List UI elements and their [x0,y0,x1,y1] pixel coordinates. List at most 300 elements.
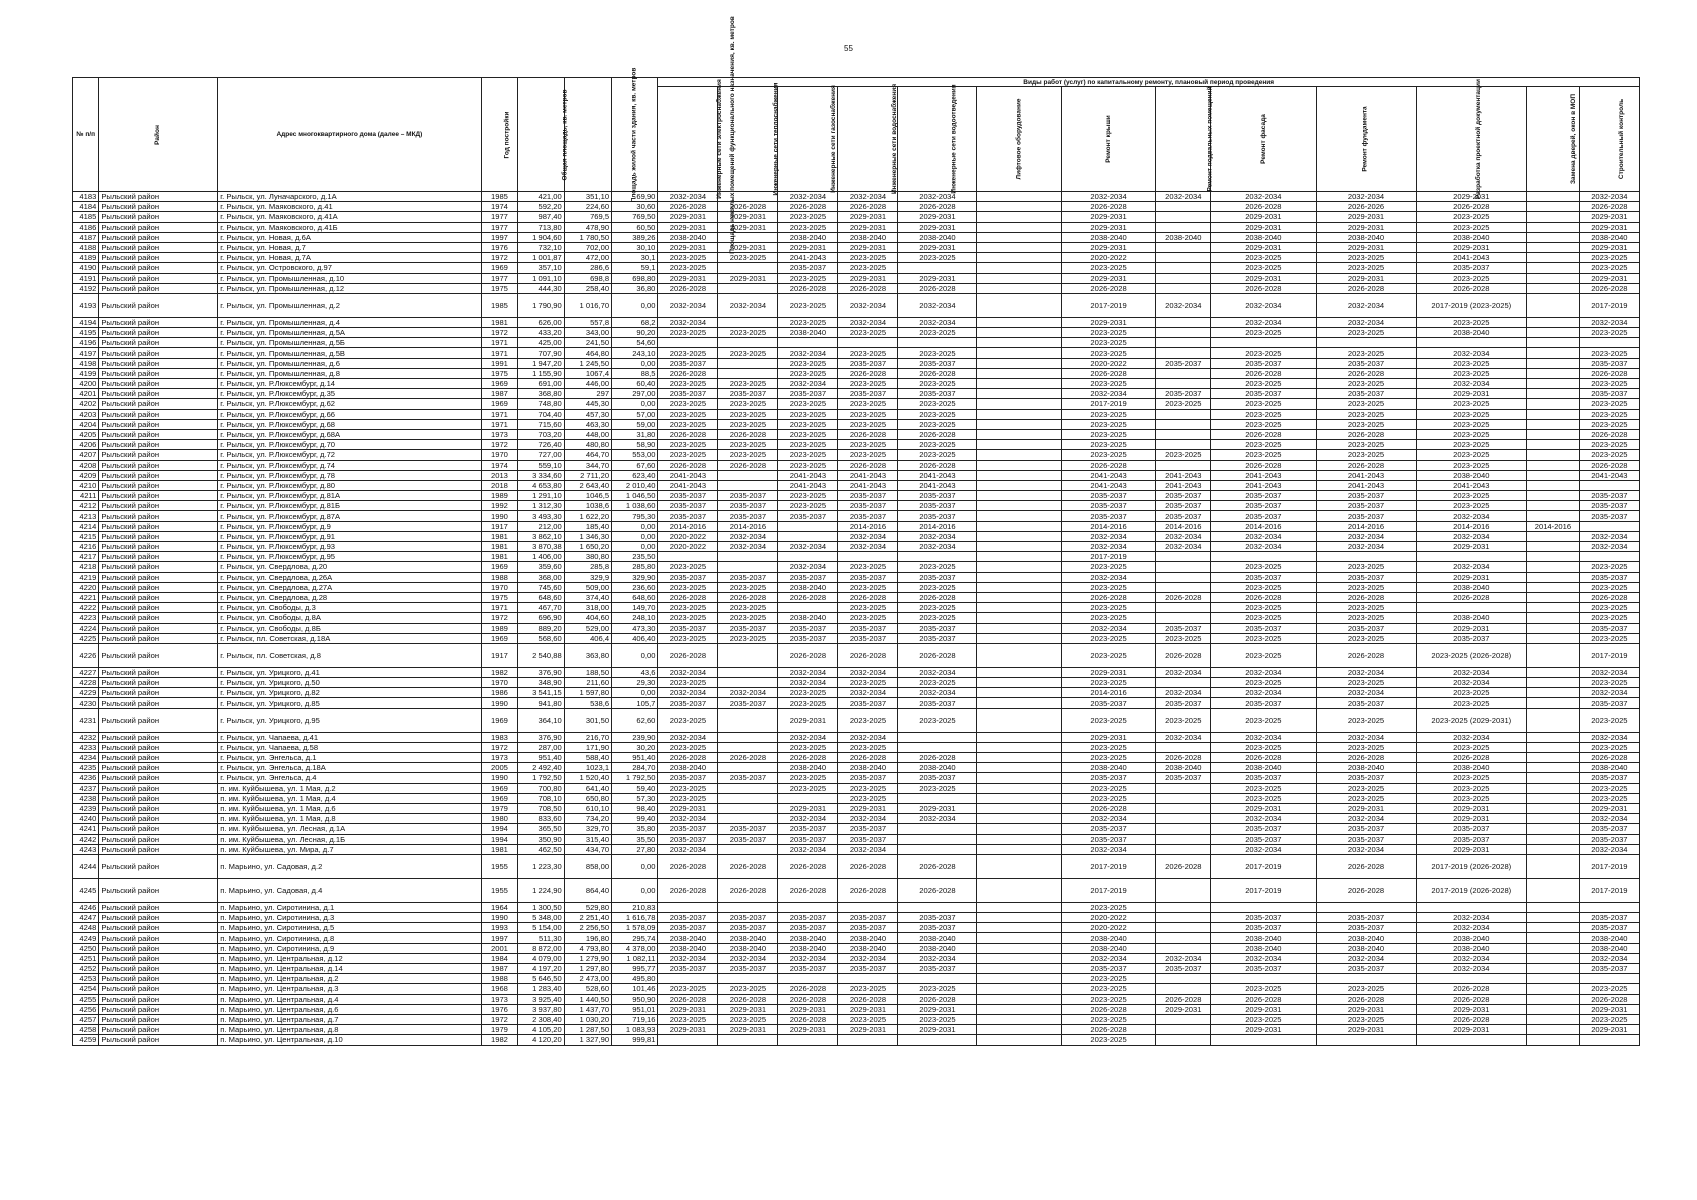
table-cell [718,338,778,348]
table-cell: 2032-2034 [1061,192,1156,202]
table-cell: 60,50 [612,222,658,232]
table-cell: 2035-2037 [838,491,898,501]
table-cell: 480,80 [564,440,611,450]
table-cell [1156,409,1211,419]
table-cell: 2029-2031 [1416,389,1527,399]
table-cell: 3 334,60 [518,470,564,480]
table-cell: 2026-2028 [778,1014,838,1024]
table-cell: Рыльский район [99,501,218,511]
table-cell: 2023-2025 [1579,603,1639,613]
table-cell: 2035-2037 [1061,834,1156,844]
table-cell: 2035-2037 [1316,698,1416,708]
table-cell [1527,974,1580,984]
table-cell: 1955 [481,854,518,878]
table-cell: 0,00 [612,878,658,902]
header-work-9: Ремонт фундамента [1316,87,1416,192]
table-cell [977,678,1061,688]
table-cell: 2032-2034 [1211,317,1316,327]
table-cell [977,763,1061,773]
table-cell [1527,1004,1580,1014]
table-cell: 2023-2025 [1061,348,1156,358]
table-cell: 1 083,93 [612,1025,658,1035]
table-cell: 2023-2025 [1416,460,1527,470]
table-cell: 2035-2037 [658,698,718,708]
table-cell: Рыльский район [99,688,218,698]
table-cell: 2032-2034 [898,542,977,552]
table-cell: 509,00 [564,582,611,592]
table-cell: г. Рыльск, пл. Советская, д.18А [218,633,481,643]
table-cell: 2038-2040 [1579,943,1639,953]
table-cell: 2023-2025 [1579,379,1639,389]
table-cell: 2032-2034 [778,562,838,572]
table-cell: 2035-2037 [778,263,838,273]
table-cell: 4208 [73,460,99,470]
table-cell: 4185 [73,212,99,222]
table-cell: 4231 [73,708,99,732]
table-cell: 2032-2034 [838,732,898,742]
table-cell: 2032-2034 [1156,542,1211,552]
table-cell: 295,74 [612,933,658,943]
table-cell: 2029-2031 [658,1025,718,1035]
table-cell: 2020-2022 [1061,913,1156,923]
table-cell: 2023-2025 [718,348,778,358]
table-cell: 2029-2031 [1416,1004,1527,1014]
table-cell: п. Марьино, ул. Центральная, д.12 [218,953,481,963]
table-cell: 2035-2037 [838,834,898,844]
table-cell: 99,40 [612,814,658,824]
table-cell: 2026-2028 [1211,460,1316,470]
table-cell: 2032-2034 [1579,953,1639,963]
table-cell: г. Рыльск, ул. Новая, д.6А [218,232,481,242]
table-cell: 2026-2028 [838,994,898,1004]
table-cell: 2026-2028 [838,368,898,378]
table-cell: 2032-2034 [1061,953,1156,963]
table-cell [1527,470,1580,480]
table-cell: г. Рыльск, ул. Новая, д.7 [218,242,481,252]
table-cell: Рыльский район [99,834,218,844]
table-cell: 2035-2037 [898,389,977,399]
table-cell: 4253 [73,974,99,984]
table-cell: 2038-2040 [778,943,838,953]
table-cell: г. Рыльск, ул. Р.Люксембург, д.74 [218,460,481,470]
table-cell: 2035-2037 [838,358,898,368]
table-cell [977,814,1061,824]
table-cell: 2041-2043 [1156,480,1211,490]
table-cell: 463,30 [564,419,611,429]
table-cell [977,698,1061,708]
table-cell: 2023-2025 [1416,399,1527,409]
table-cell [1156,348,1211,358]
table-cell: 2029-2031 [838,212,898,222]
table-cell: 2032-2034 [778,814,838,824]
table-cell [1156,742,1211,752]
table-cell: 2032-2034 [898,293,977,317]
table-row [73,984,1640,994]
table-cell: п. Марьино, ул. Садовая, д.2 [218,854,481,878]
table-cell: 4225 [73,633,99,643]
table-cell: 2020-2022 [658,542,718,552]
table-cell: 67,60 [612,460,658,470]
table-row [73,783,1640,793]
table-cell: 2035-2037 [898,491,977,501]
table-cell: 2035-2037 [1061,511,1156,521]
table-cell [1156,803,1211,813]
table-cell: п. Марьино, ул. Сиротинина, д.1 [218,902,481,912]
table-cell: 2035-2037 [838,389,898,399]
table-cell [1527,273,1580,283]
table-cell: 2035-2037 [778,834,838,844]
table-cell: 2032-2034 [1156,192,1211,202]
table-cell: 2038-2040 [1416,943,1527,953]
table-cell: 2029-2031 [1579,222,1639,232]
table-cell [718,480,778,490]
table-cell: Рыльский район [99,450,218,460]
table-cell [977,232,1061,242]
table-cell: 2023-2025 [658,450,718,460]
table-cell: 1993 [481,923,518,933]
table-cell: 2035-2037 [1579,824,1639,834]
table-cell [838,552,898,562]
table-cell: 2023-2025 [718,450,778,460]
table-cell [718,643,778,667]
table-cell: Рыльский район [99,793,218,803]
table-cell: 2032-2034 [1316,953,1416,963]
table-cell: г. Рыльск, ул. Маяковского, д.41А [218,212,481,222]
table-cell: 406,40 [612,633,658,643]
table-cell: 2035-2037 [658,623,718,633]
table-cell: 2023-2025 [1061,379,1156,389]
table-cell: 2023-2025 [898,562,977,572]
table-cell: Рыльский район [99,242,218,252]
table-cell [977,1004,1061,1014]
table-cell: 2023-2025 [658,613,718,623]
table-row [73,803,1640,813]
table-cell: 2026-2028 [718,460,778,470]
table-cell: 1971 [481,348,518,358]
table-cell: 2026-2028 [1579,202,1639,212]
table-cell [1527,633,1580,643]
table-cell: 2023-2025 [898,328,977,338]
table-row [73,688,1640,698]
table-cell: 2023-2025 [658,328,718,338]
table-cell [838,338,898,348]
table-cell: 2032-2034 [1156,667,1211,677]
table-cell: 467,70 [518,603,564,613]
table-cell: 2023-2025 [898,450,977,460]
table-row [73,834,1640,844]
table-cell: 4256 [73,1004,99,1014]
table-cell: 715,60 [518,419,564,429]
table-cell: 462,50 [518,844,564,854]
table-cell: 2035-2037 [1156,698,1211,708]
table-cell [1211,338,1316,348]
table-cell: 2032-2034 [658,667,718,677]
table-cell: г. Рыльск, ул. Р.Люксембург, д.35 [218,389,481,399]
table-cell: п. им. Куйбышева, ул. Лесная, д.1А [218,824,481,834]
table-cell: 2035-2037 [1416,824,1527,834]
table-cell [1156,202,1211,212]
table-cell: 2026-2028 [718,592,778,602]
table-cell: 2035-2037 [1061,964,1156,974]
table-cell: 2032-2034 [1416,348,1527,358]
table-cell: 2032-2034 [1416,953,1527,963]
table-cell: 727,00 [518,450,564,460]
table-cell: 2035-2037 [1579,572,1639,582]
table-cell: 2038-2040 [658,763,718,773]
table-cell: 864,40 [564,878,611,902]
table-cell: 2023-2025 [1416,273,1527,283]
table-cell: 1977 [481,222,518,232]
table-cell [1416,338,1527,348]
table-cell: 2029-2031 [1416,814,1527,824]
table-cell: Рыльский район [99,470,218,480]
table-cell: 2032-2034 [1211,732,1316,742]
table-cell: 2029-2031 [718,212,778,222]
table-cell: 2032-2034 [1416,379,1527,389]
table-cell: 2026-2028 [1061,803,1156,813]
table-cell: 2032-2034 [898,531,977,541]
table-cell: 2026-2028 [1316,643,1416,667]
table-cell: 553,00 [612,450,658,460]
table-cell: 2035-2037 [658,824,718,834]
table-cell: п. Марьино, ул. Сиротинина, д.8 [218,933,481,943]
table-cell: 473,30 [612,623,658,633]
table-cell: 1970 [481,450,518,460]
table-cell: 2023-2025 [658,419,718,429]
table-cell: 1969 [481,562,518,572]
table-cell: Рыльский район [99,531,218,541]
table-cell: 2023-2025 [838,793,898,803]
table-cell: г. Рыльск, ул. Р.Люксембург, д.93 [218,542,481,552]
table-cell: 2032-2034 [718,688,778,698]
table-cell [898,1035,977,1045]
table-cell: 2032-2034 [658,732,718,742]
table-cell: 2029-2031 [1579,212,1639,222]
table-cell [1527,338,1580,348]
table-cell: 5 348,00 [518,913,564,923]
table-cell: 1969 [481,708,518,732]
capital-repair-table [72,15,1640,1046]
table-cell: 2038-2040 [778,763,838,773]
table-cell: 2035-2037 [718,623,778,633]
table-cell: 1984 [481,953,518,963]
table-cell: 2023-2025 [1579,399,1639,409]
table-cell: 36,80 [612,283,658,293]
table-cell: 2023-2025 [658,708,718,732]
header-work-2: Инженерные сети газоснабжения [778,87,838,192]
table-cell: 1 790,90 [518,293,564,317]
table-cell [1527,678,1580,688]
table-cell: г. Рыльск, ул. Свердлова, д.27А [218,582,481,592]
table-cell: 2026-2028 [658,878,718,902]
table-cell: 2038-2040 [898,763,977,773]
table-cell: 2035-2037 [1156,491,1211,501]
table-cell: 1969 [481,399,518,409]
table-cell: 1 792,50 [518,773,564,783]
table-cell: 1979 [481,1025,518,1035]
table-cell: 2023-2025 [1061,603,1156,613]
table-cell: 2026-2028 [658,643,718,667]
table-cell [1156,613,1211,623]
table-cell: 2035-2037 [1316,923,1416,933]
header-year: Год постройки [481,78,518,192]
table-cell: 2026-2028 [778,202,838,212]
table-cell: 2026-2028 [778,854,838,878]
table-row [73,994,1640,1004]
table-cell: 2026-2028 [658,429,718,439]
table-cell: 2023-2025 [1211,263,1316,273]
table-cell: 2023-2025 [1579,263,1639,273]
table-cell [1527,368,1580,378]
table-cell: 1981 [481,844,518,854]
table-cell: 2035-2037 [1579,501,1639,511]
table-cell: 734,20 [564,814,611,824]
table-cell: 4247 [73,913,99,923]
table-cell: 4258 [73,1025,99,1035]
table-cell: 2001 [481,943,518,953]
table-cell: 568,60 [518,633,564,643]
table-cell: 1 300,50 [518,902,564,912]
table-cell: 2 256,50 [564,923,611,933]
table-cell: 2029-2031 [898,242,977,252]
table-cell [1527,562,1580,572]
table-cell: 2026-2028 [1061,283,1156,293]
table-cell: Рыльский район [99,1035,218,1045]
table-cell: 472,00 [564,253,611,263]
table-cell: 4204 [73,419,99,429]
table-cell: Рыльский район [99,192,218,202]
table-cell: г. Рыльск, ул. Р.Люксембург, д.62 [218,399,481,409]
table-cell: 2023-2025 [1316,783,1416,793]
table-cell: Рыльский район [99,953,218,963]
table-cell: 2023-2025 [898,348,977,358]
table-cell: 2035-2037 [1156,389,1211,399]
table-cell: Рыльский район [99,623,218,633]
header-work-8: Ремонт фасада [1211,87,1316,192]
table-cell [718,368,778,378]
table-cell: 329,90 [612,572,658,582]
table-cell: Рыльский район [99,678,218,688]
table-row [73,844,1640,854]
table-row [73,572,1640,582]
table-cell [1527,742,1580,752]
table-cell: 2026-2028 [1156,994,1211,1004]
table-cell: 1067,4 [564,368,611,378]
table-cell: 2023-2025 [658,793,718,803]
table-cell: 285,80 [612,562,658,572]
table-cell [977,440,1061,450]
table-cell: 329,70 [564,824,611,834]
table-cell [977,708,1061,732]
table-cell: 2035-2037 [1316,913,1416,923]
table-cell: г. Рыльск, ул. Р.Люксембург, д.68 [218,419,481,429]
table-cell: Рыльский район [99,824,218,834]
table-cell [977,773,1061,783]
table-cell: 368,00 [518,572,564,582]
table-cell: 2023-2025 [1416,491,1527,501]
table-cell: 2029-2031 [1316,803,1416,813]
table-cell: 2035-2037 [1316,572,1416,582]
table-cell: 2023-2025 [1316,348,1416,358]
table-cell: 2023-2025 [1316,613,1416,623]
table-cell [1316,974,1416,984]
table-cell: 2038-2040 [1579,763,1639,773]
table-cell: 2035-2037 [1316,511,1416,521]
table-cell: 376,90 [518,732,564,742]
table-cell: 4198 [73,358,99,368]
table-cell: 1974 [481,460,518,470]
table-cell: 2029-2031 [658,212,718,222]
table-cell [1527,698,1580,708]
table-cell: 2023-2025 [1211,613,1316,623]
table-cell: 2035-2037 [1211,923,1316,933]
table-cell: 495,80 [612,974,658,984]
table-cell: 2026-2026 [1316,202,1416,212]
table-cell: 1977 [481,273,518,283]
table-cell: 2035-2037 [898,913,977,923]
table-cell: 2038-2040 [898,943,977,953]
table-cell [1527,511,1580,521]
table-cell: 2029-2031 [658,273,718,283]
table-cell: 2023-2025 [1061,678,1156,688]
table-cell: 2035-2037 [658,511,718,521]
table-cell [977,562,1061,572]
table-cell: 3 541,15 [518,688,564,698]
table-cell: 1 082,11 [612,953,658,963]
table-cell: 433,20 [518,328,564,338]
table-cell: 2035-2037 [838,824,898,834]
table-cell: 2023-2025 [1416,742,1527,752]
table-cell: 2035-2037 [1579,698,1639,708]
table-cell: 2038-2040 [838,933,898,943]
table-cell: 2023-2025 [1061,419,1156,429]
table-cell [977,623,1061,633]
table-cell: г. Рыльск, ул. Урицкого, д.85 [218,698,481,708]
table-cell: 2032-2034 [898,688,977,698]
table-cell: 2035-2037 [1316,358,1416,368]
table-cell: 54,60 [612,338,658,348]
table-cell [977,450,1061,460]
table-cell: п. им. Куйбышева, ул. Мира, д.7 [218,844,481,854]
table-cell: 2029-2031 [778,708,838,732]
table-cell: Рыльский район [99,933,218,943]
table-cell [658,974,718,984]
table-cell: Рыльский район [99,763,218,773]
table-cell: 1970 [481,678,518,688]
table-cell: 2023-2025 [658,603,718,613]
table-cell [1527,501,1580,511]
table-cell: 2035-2037 [898,923,977,933]
table-cell: 29,30 [612,678,658,688]
table-cell: г. Рыльск, ул. Урицкого, д.50 [218,678,481,688]
table-cell: 2023-2025 [1416,317,1527,327]
header-work-3: Инженерные сети водоснабжения [838,87,898,192]
table-cell: 2041-2043 [1156,470,1211,480]
table-cell: 4220 [73,582,99,592]
table-cell [1527,783,1580,793]
table-cell: 2032-2034 [1156,953,1211,963]
table-row [73,552,1640,562]
table-cell: 2032-2034 [1211,192,1316,202]
table-row [73,348,1640,358]
table-cell: 2029-2031 [1579,273,1639,283]
table-cell: п. Марьино, ул. Центральная, д.6 [218,1004,481,1014]
table-cell: 2026-2028 [658,460,718,470]
table-cell: 2023-2025 [1316,263,1416,273]
table-cell [1579,902,1639,912]
table-row [73,878,1640,902]
table-cell: 2023-2025 [658,409,718,419]
